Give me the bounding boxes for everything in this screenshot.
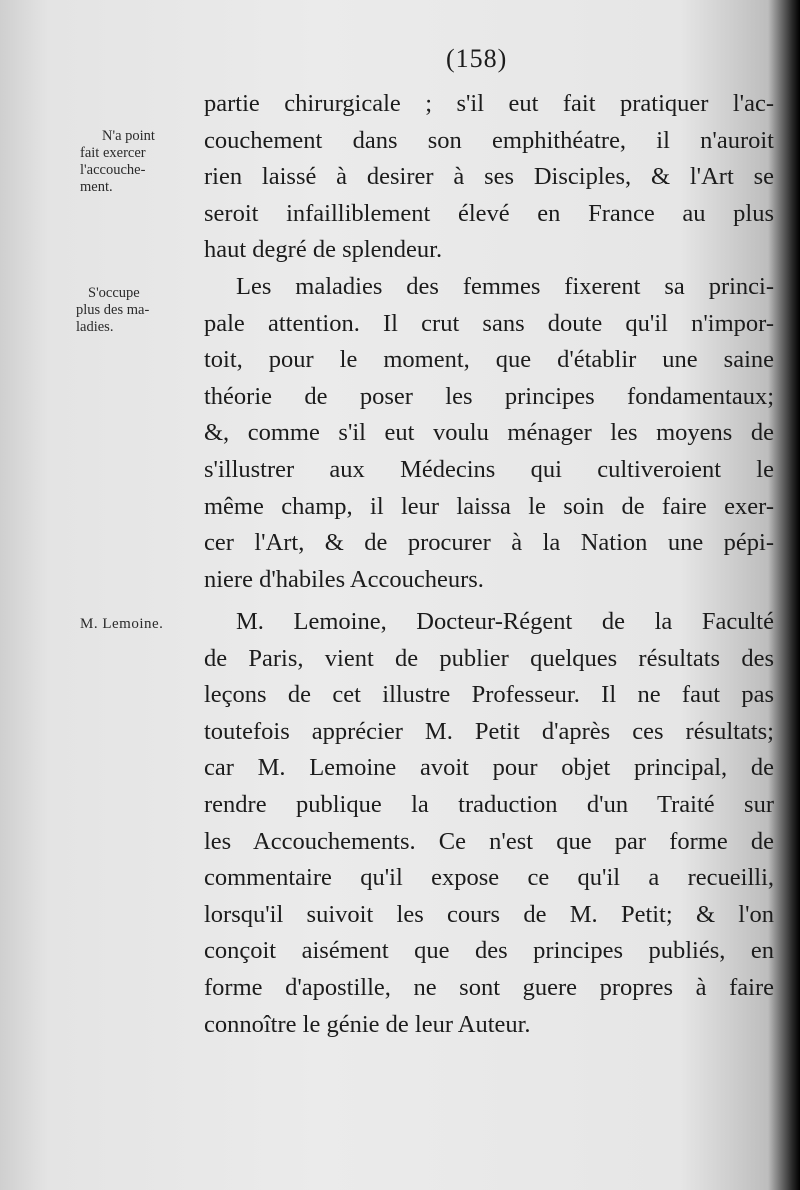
margin-note-line: S'occupe	[88, 285, 140, 301]
margin-note-line: l'accouche-	[80, 162, 146, 178]
text-line: M. Lemoine, Docteur-Régent de la Faculté	[236, 608, 774, 635]
margin-note-maladies	[76, 285, 194, 336]
text-line: &, comme s'il eut voulu ménager les moyens de	[204, 419, 774, 447]
margin-note-line: fait exercer	[80, 145, 146, 161]
margin-note-accouchement	[80, 128, 198, 196]
text-line: rendre publique la traduction d'un Traité sur	[204, 790, 774, 818]
text-line: couchement dans son emphithéatre, il n'auroit	[204, 126, 774, 154]
page-number: (158)	[446, 44, 508, 73]
text-line: connoître le génie de leur Auteur.	[204, 1010, 531, 1038]
margin-note-line: ladies.	[76, 319, 114, 335]
text-line: seroit infailliblement élevé en France au plus	[204, 199, 774, 227]
paragraph-2	[204, 269, 774, 598]
text-line: pale attention. Il crut sans doute qu'il n'impor-	[204, 309, 774, 337]
text-line: forme d'apostille, ne sont guere propres à faire	[204, 973, 774, 1001]
text-line: rien laissé à desirer à ses Disciples, & l'Art se	[204, 163, 774, 191]
text-line: cer l'Art, & de procurer à la Nation une pépi-	[204, 529, 774, 557]
text-line: commentaire qu'il expose ce qu'il a recueilli,	[204, 864, 774, 892]
text-line: haut degré de splendeur.	[204, 236, 443, 264]
margin-note-line: N'a point	[102, 128, 155, 144]
text-line: de Paris, vient de publier quelques résultats des	[204, 644, 774, 672]
text-line: niere d'habiles Accoucheurs.	[204, 565, 484, 593]
margin-note-line: M. Lemoine.	[80, 616, 164, 632]
margin-note-line: plus des ma-	[76, 302, 150, 318]
text-line: car M. Lemoine avoit pour objet principal, de	[204, 754, 774, 782]
text-line: s'illustrer aux Médecins qui cultiveroient le	[204, 455, 774, 483]
text-line: toit, pour le moment, que d'établir une saine	[204, 346, 774, 374]
text-line: lorsqu'il suivoit les cours de M. Petit; & l'on	[204, 900, 774, 928]
text-line: théorie de poser les principes fondamentaux;	[204, 382, 774, 410]
text-line: Les maladies des femmes fixerent sa princi-	[236, 273, 774, 300]
text-line: conçoit aisément que des principes publiés, en	[204, 937, 774, 965]
margin-note-line: ment.	[80, 179, 113, 195]
paragraph-1	[204, 86, 774, 269]
text-line: même champ, il leur laissa le soin de faire exer-	[204, 492, 774, 520]
text-line: partie chirurgicale ; s'il eut fait pratiquer l'ac-	[204, 90, 774, 117]
text-line: toutefois apprécier M. Petit d'après ces résultats;	[204, 717, 774, 745]
text-line: les Accouchements. Ce n'est que par forme de	[204, 827, 774, 855]
margin-note-lemoine	[80, 616, 208, 633]
paragraph-3	[204, 604, 774, 1043]
text-line: leçons de cet illustre Professeur. Il ne faut pas	[204, 681, 774, 709]
